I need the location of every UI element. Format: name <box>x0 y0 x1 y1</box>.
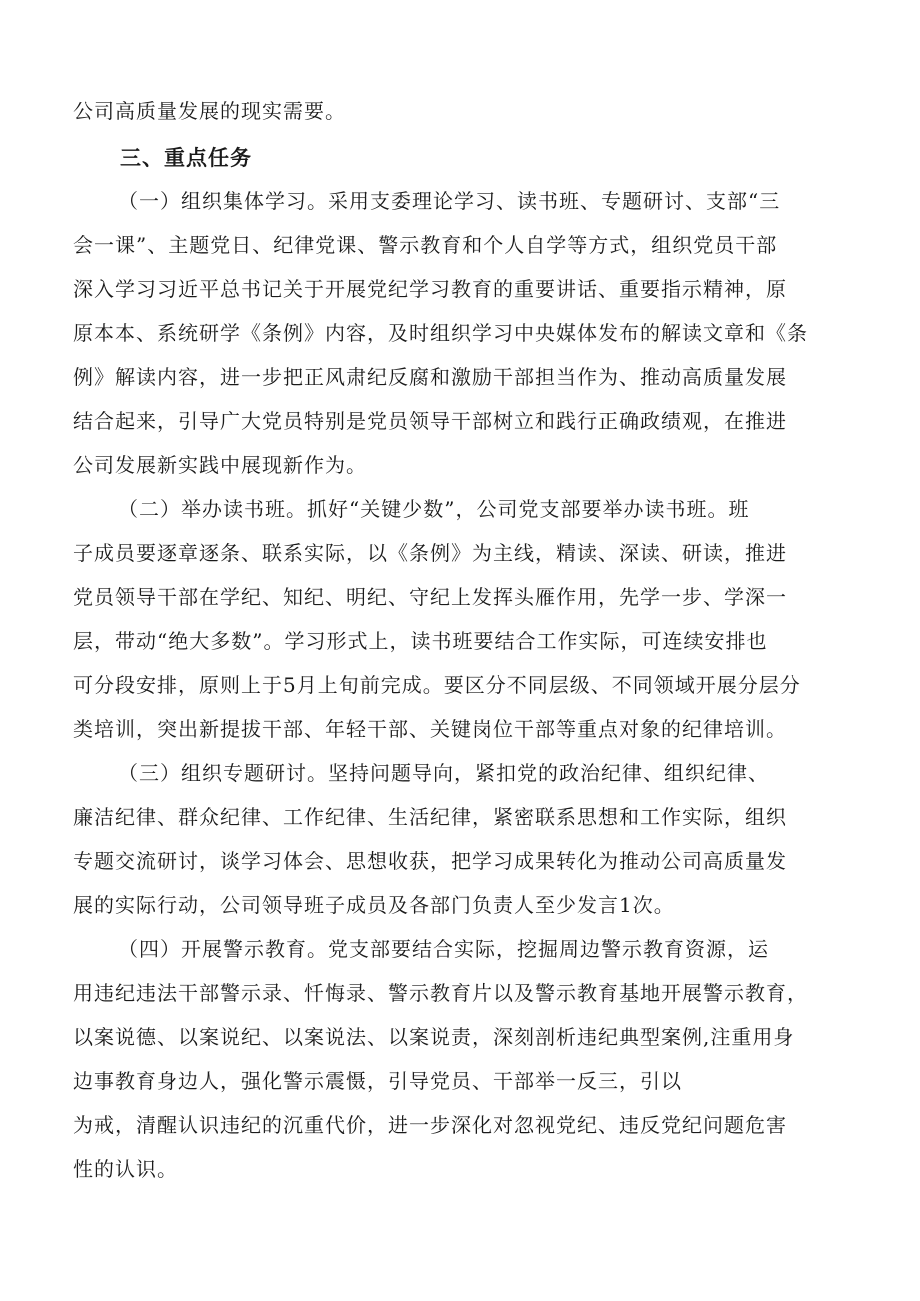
paragraph-line: 边事教育身边人，强化警示震慑，引导党员、干部举一反三，引以 <box>73 1069 682 1093</box>
paragraph-line: 会一课”、主题党日、纪律党课、警示教育和个人自学等方式，组织党员干部 <box>73 233 778 257</box>
paragraph-line: 子成员要逐章逐条、联系实际，以《条例》为主线，精读、深读、研读，推进 <box>73 541 787 565</box>
paragraph-line: 展的实际行动，公司领导班子成员及各部门负责人至少发言1次。 <box>73 893 675 917</box>
paragraph-line: （三）组织专题研讨。坚持问题导向，紧扣党的政治纪律、组织纪律、 <box>118 761 769 785</box>
paragraph-line: （二）举办读书班。抓好“关键少数”，公司党支部要举办读书班。班 <box>118 497 750 521</box>
paragraph-line: 层，带动“绝大多数”。学习形式上，读书班要结合工作实际，可连续安排也 <box>73 629 768 653</box>
paragraph-line: （四）开展警示教育。党支部要结合实际，挖掘周边警示教育资源，运 <box>118 937 769 961</box>
paragraph-line: 为戒，清醒认识违纪的沉重代价，进一步深化对忽视党纪、违反党纪问题危害 <box>73 1113 787 1137</box>
paragraph-line: 党员领导干部在学纪、知纪、明纪、守纪上发挥头雁作用，先学一步、学深一 <box>73 585 787 609</box>
paragraph-line: 结合起来，引导广大党员特别是党员领导干部树立和践行正确政绩观，在推进 <box>73 409 787 433</box>
paragraph-line: 类培训，突出新提拔干部、年轻干部、关键岗位干部等重点对象的纪律培训。 <box>73 717 787 741</box>
paragraph-line: 公司发展新实践中展现新作为。 <box>73 453 367 477</box>
paragraph-line: 专题交流研讨，谈学习体会、思想收获，把学习成果转化为推动公司高质量发 <box>73 849 787 873</box>
paragraph-line: 用违纪违法干部警示录、忏悔录、警示教育片以及警示教育基地开展警示教育， <box>73 981 808 1005</box>
paragraph-line: 原本本、系统研学《条例》内容，及时组织学习中央媒体发布的解读文章和《条 <box>73 321 808 345</box>
paragraph-line: 公司高质量发展的现实需要。 <box>73 99 346 123</box>
paragraph-line: 廉洁纪律、群众纪律、工作纪律、生活纪律，紧密联系思想和工作实际，组织 <box>73 805 787 829</box>
paragraph-line: 以案说德、以案说纪、以案说法、以案说责，深刻剖析违纪典型案例,注重用身 <box>73 1025 795 1049</box>
paragraph-line: （一）组织集体学习。采用支委理论学习、读书班、专题研讨、支部“三 <box>118 189 781 213</box>
paragraph-line: 深入学习习近平总书记关于开展党纪学习教育的重要讲话、重要指示精神，原 <box>73 277 787 301</box>
paragraph-line: 例》解读内容，进一步把正风肃纪反腐和激励干部担当作为、推动高质量发展 <box>73 365 787 389</box>
paragraph-line: 可分段安排，原则上于5月上旬前完成。要区分不同层级、不同领域开展分层分 <box>73 673 801 697</box>
section-heading: 三、重点任务 <box>120 146 252 170</box>
paragraph-line: 性的认识。 <box>73 1157 178 1181</box>
